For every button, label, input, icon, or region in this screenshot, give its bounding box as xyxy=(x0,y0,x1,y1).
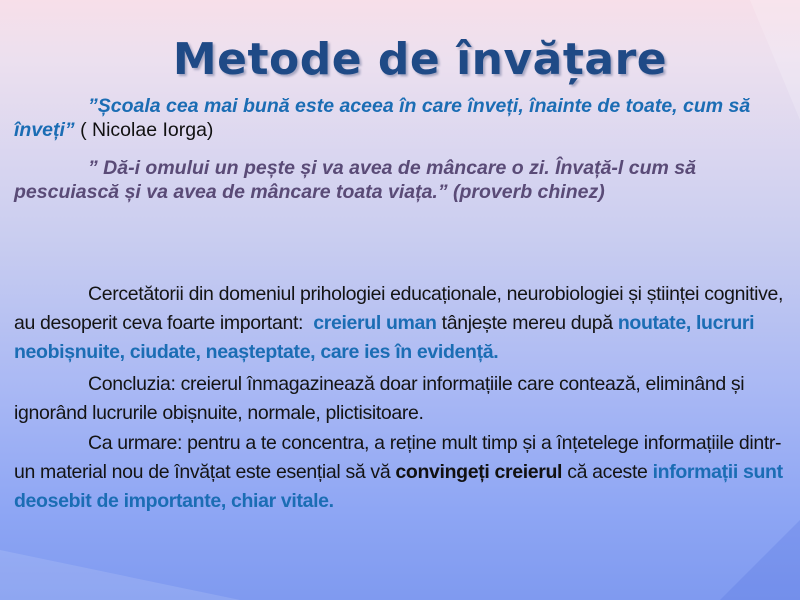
quote-proverb xyxy=(14,156,786,204)
paragraph-result-mid: că aceste xyxy=(562,461,653,483)
quote-proverb-text: ” Dă-i omului un pește și va avea de mâncare o zi. Învață-l cum să pescuiască și va avea de mâncare toata viața.” (proverb chinez) xyxy=(14,157,696,203)
highlight-informatii: informații sunt deosebit de importante, chiar vitale. xyxy=(14,461,783,512)
paragraph-result-lead: Ca urmare: pentru a te concentra, a reține mult timp și a înțetelege informațiile dintr-un material nou de învățat este esențial să vă xyxy=(14,432,782,483)
decorative-triangle-bottom-right xyxy=(680,520,800,600)
paragraph-conclusion-text: Concluzia: creierul înmagazinează doar informațiile care contează, eliminând și ignorând lucrurile obișnuite, normale, plictisitoare. xyxy=(14,373,745,424)
paragraph-research-lead: Cercetătorii din domeniul prihologiei educaționale, neurobiologiei și științei cognitive, au desoperit ceva foarte important: xyxy=(14,283,784,334)
quote-iorga-author: ( Nicolae Iorga) xyxy=(74,119,214,141)
bold-convingeti-creierul: convingeți creierul xyxy=(395,461,563,483)
highlight-noutate: noutate, lucruri neobișnuite, ciudate, neașteptate, care ies în evidență. xyxy=(14,312,755,363)
paragraph-result xyxy=(14,429,786,516)
paragraph-research xyxy=(14,280,786,367)
highlight-creierul-uman: creierul uman xyxy=(313,312,437,334)
paragraph-conclusion xyxy=(14,370,786,428)
slide-title: Metode de învățare xyxy=(172,34,668,85)
quote-iorga-text: Școala cea mai bună este aceea în care înveți, înainte de toate, cum să înveți” xyxy=(14,95,751,141)
decorative-triangle-bottom-left xyxy=(0,510,240,600)
quote-iorga-open: ” xyxy=(88,95,98,117)
paragraph-research-mid: tânjește mereu după xyxy=(436,312,618,334)
quote-iorga xyxy=(14,94,786,142)
